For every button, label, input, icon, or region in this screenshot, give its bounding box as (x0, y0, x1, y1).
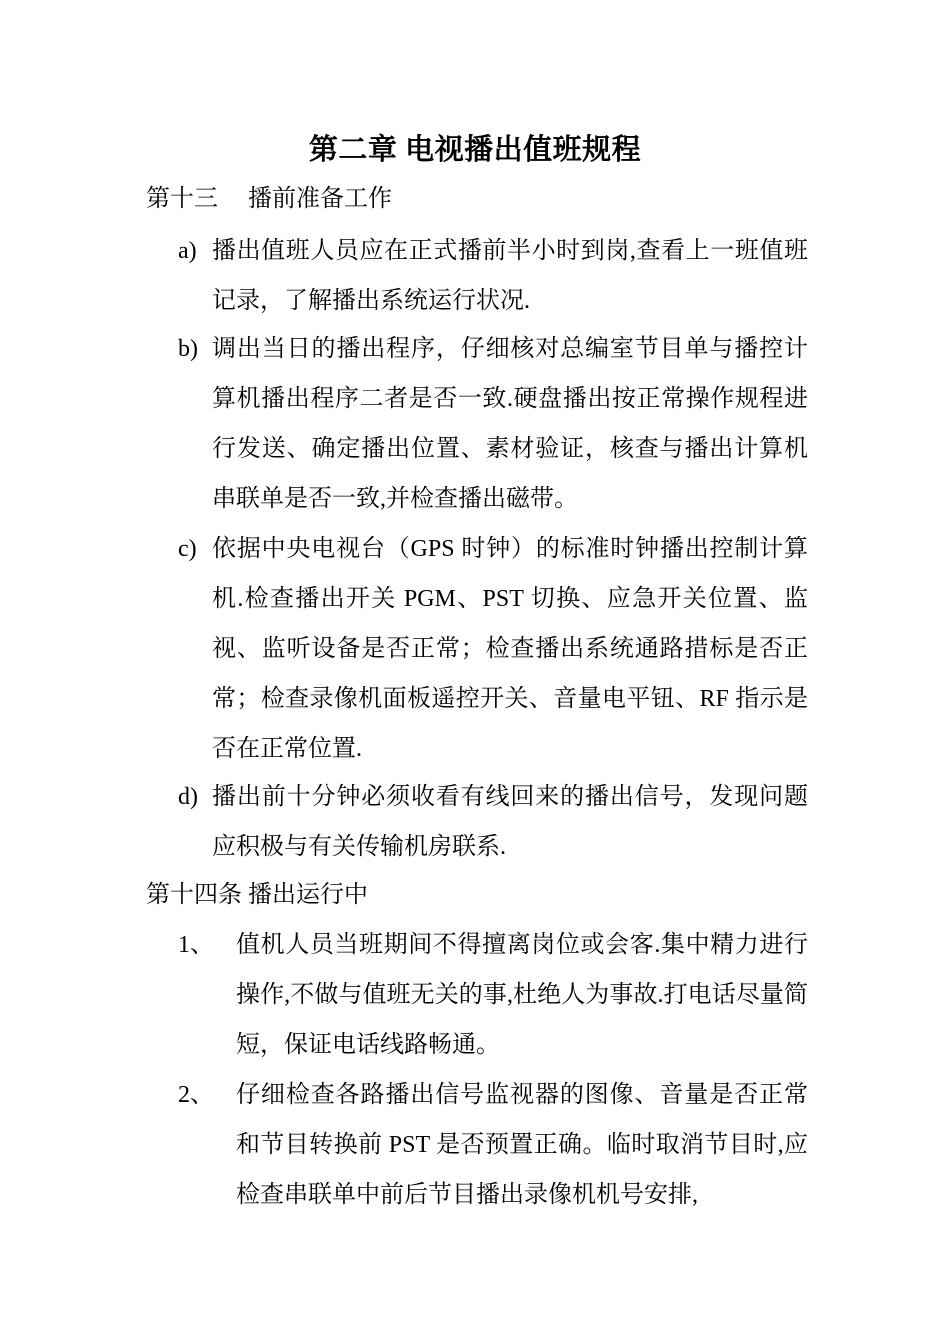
list-marker: 2、 (178, 1082, 214, 1108)
list-marker: d) (178, 784, 198, 810)
list-marker: c) (178, 536, 197, 562)
section-heading-13: 第十三 播前准备工作 (146, 186, 392, 212)
chapter-title: 第二章 电视播出值班规程 (308, 134, 642, 166)
list-item-text: 依据中央电视台（GPS 时钟）的标准时钟播出控制计算机.检查播出开关 PGM、PST 切换、应急开关位置、监视、监听设备是否正常；检查播出系统通路措标是否正常；检查录像机面板遥控开关、音量电平钮、RF 指示是否在正常位置. (212, 536, 808, 762)
section-heading-14: 第十四条 播出运行中 (146, 882, 368, 908)
list-item-a (178, 226, 808, 326)
list-item-text: 值机人员当班期间不得擅离岗位或会客.集中精力进行操作,不做与值班无关的事,杜绝人为事故.打电话尽量简短，保证电话线路畅通。 (236, 932, 808, 1058)
list-marker: 1、 (178, 932, 214, 958)
list-item-text: 仔细检查各路播出信号监视器的图像、音量是否正常和节目转换前 PST 是否预置正确。临时取消节目时,应检查串联单中前后节目播出录像机机号安排, (236, 1082, 808, 1208)
list-item-b (178, 324, 808, 524)
list-marker: a) (178, 238, 197, 264)
list-item-d (178, 772, 808, 872)
list-item-c (178, 524, 808, 774)
list-item-1 (178, 920, 808, 1070)
list-item-text: 调出当日的播出程序，仔细核对总编室节目单与播控计算机播出程序二者是否一致.硬盘播出按正常操作规程进行发送、确定播出位置、素材验证，核查与播出计算机串联单是否一致,并检查播出磁带。 (212, 336, 808, 512)
list-marker: b) (178, 336, 198, 362)
list-item-text: 播出前十分钟必须收看有线回来的播出信号，发现问题应积极与有关传输机房联系. (212, 784, 808, 860)
list-item-text: 播出值班人员应在正式播前半小时到岗,查看上一班值班记录，了解播出系统运行状况. (212, 238, 808, 314)
list-item-2 (178, 1070, 808, 1220)
